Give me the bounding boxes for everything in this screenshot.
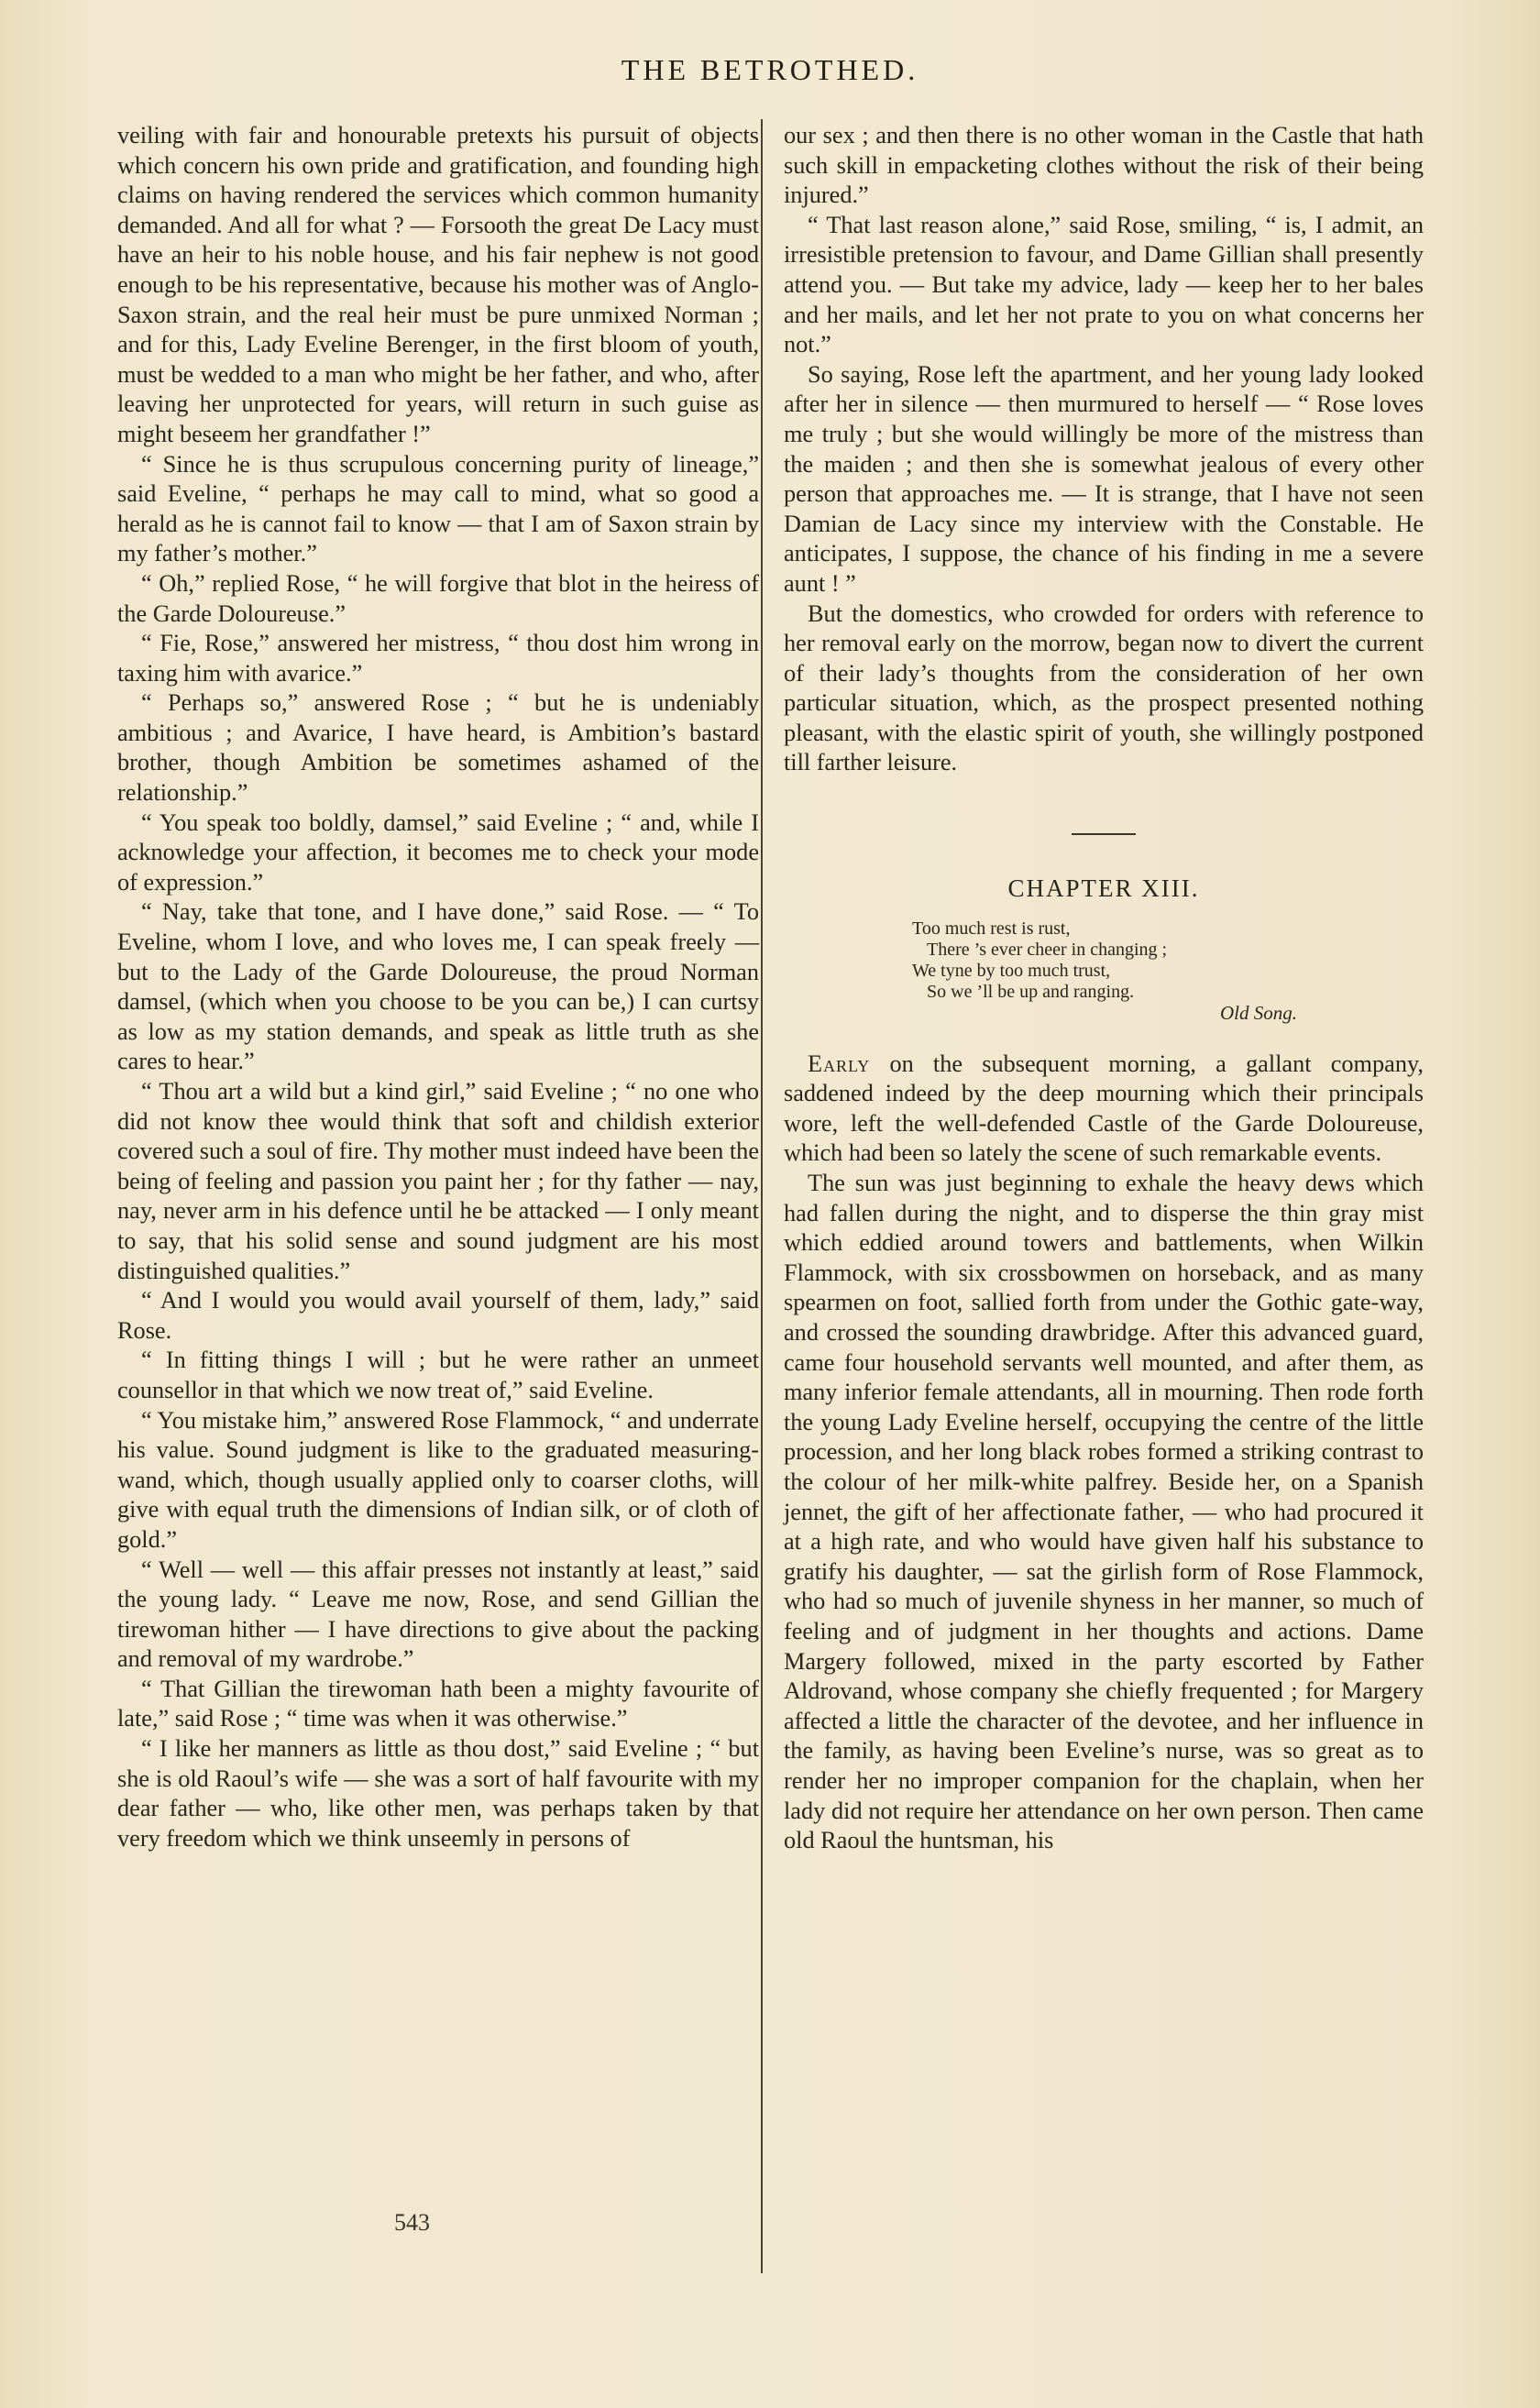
paragraph [784, 1050, 1424, 1169]
paragraph: So saying, Rose left the apartment, and her young lady looked after her in silence — then murmured to herself — “ Rose loves me truly ; but she would willingly be more of the mistress than the maiden ; and then she is somewhat jealous of every other person that approaches me. — It is strange, that I have not seen Damian de Lacy since my interview with the Constable. He anticipates, I suppose, the chance of his finding in me a severe aunt ! ” [784, 360, 1424, 597]
paragraph: But the domestics, who crowded for orders with reference to her removal early on the morrow, began now to divert the current of their lady’s thoughts from the consideration of her own particular situation, which, as the prospect presented nothing pleasant, with the elastic spirit of youth, she willingly postponed till farther leisure. [784, 599, 1424, 776]
paragraph: “ Oh,” replied Rose, “ he will forgive that blot in the heiress of the Garde Doloureuse.” [117, 569, 759, 627]
chapter-title: CHAPTER XIII. [1007, 874, 1200, 903]
paragraph: “ Fie, Rose,” answered her mistress, “ thou dost him wrong in taxing him with avarice.” [117, 630, 759, 687]
epigraph [912, 918, 1297, 1024]
paragraph: “ Nay, take that tone, and I have done,” said Rose. — “ To Eveline, whom I love, and who loves me, I can speak freely — but to the Lady of the Garde Doloureuse, the proud Norman damsel, (which when you choose to be you can be,) I can curtsy as low as my station demands, and speak as little truth as she cares to hear.” [117, 898, 759, 1075]
paragraph: “ I like her manners as little as thou dost,” said Eveline ; “ but she is old Raoul’s wife — she was a sort of half favourite with my dear father — who, like other men, was perhaps taken by that very freedom which we think unseemly in persons of [117, 1735, 759, 1852]
epigraph-line: There ’s ever cheer in changing ; [927, 939, 1168, 960]
chapter-opening-word: Early [808, 1050, 871, 1077]
paragraph-text: on the subsequent morning, a gallant company, saddened indeed by the deep mourning which their principals wore, left the well-defended Castle of the Garde Doloureuse, which had been so lately the scene of such remarkable events. [784, 1050, 1424, 1167]
epigraph-line: So we ’ll be up and ranging. [927, 981, 1135, 1002]
paragraph: “ Well — well — this affair presses not instantly at least,” said the young lady. “ Leave me now, Rose, and send Gillian the tirewoman hither — I have directions to give about the packing and removal of my wardrobe.” [117, 1556, 759, 1673]
paragraph: “ You speak too boldly, damsel,” said Eveline ; “ and, while I acknowledge your affection, it becomes me to check your mode of expression.” [117, 808, 759, 896]
page-number: 543 [394, 2209, 430, 2236]
left-column [117, 121, 759, 1853]
paragraph: veiling with fair and honourable pretexts his pursuit of objects which concern his own pride and gratification, and founding high claims on having rendered the services which common humanity demanded. And all for what ? — Forsooth the great De Lacy must have an heir to his noble house, and his fair nephew is not good enough to be his representative, because his mother was of Anglo-Saxon strain, and the real heir must be pure unmixed Norman ; and for this, Lady Eveline Berenger, in the first bloom of youth, must be wedded to a man who might be her father, and who, after leaving her unprotected for years, will return in such guise as might beseem her grandfather !” [117, 122, 759, 447]
column-divider [761, 119, 763, 2273]
paragraph: “ That Gillian the tirewoman hath been a mighty favourite of late,” said Rose ; “ time was when it was otherwise.” [117, 1675, 759, 1732]
paragraph: “ Perhaps so,” answered Rose ; “ but he is undeniably ambitious ; and Avarice, I have heard, is Ambition’s bastard brother, though Ambition be sometimes ashamed of the relationship.” [117, 689, 759, 807]
paragraph: The sun was just beginning to exhale the heavy dews which had fallen during the night, and to disperse the thin gray mist which eddied around towers and battlements, when Wilkin Flammock, with six crossbowmen on horseback, and as many spearmen on foot, sallied forth from under the Gothic gate-way, and crossed the sounding drawbridge. After this advanced guard, came four household servants well mounted, and after them, as many inferior female attendants, all in mourning. Then rode forth the young Lady Eveline herself, occupying the centre of the little procession, and her long black robes formed a striking contrast to the colour of her milk-white palfrey. Beside her, on a Spanish jennet, the gift of her affectionate father, — who had procured it at a high rate, and who would have given half his substance to gratify his daughter, — sat the girlish form of Rose Flammock, who had so much of juvenile shyness in her manner, so much of feeling and of judgment in her thoughts and actions. Dame Margery followed, mixed in the party escorted by Father Aldrovand, whose company she chiefly frequented ; for Margery affected a little the character of the devotee, and her influence in the family, as having been Eveline’s nurse, was so great as to render her no improper companion for the chaplain, when her lady did not require her attendance on her own person. Then came old Raoul the huntsman, his [784, 1170, 1424, 1854]
paragraph: “ You mistake him,” answered Rose Flammock, “ and underrate his value. Sound judgment is like to the graduated measuring-wand, which, though usually applied only to coarser cloths, will give with equal truth the dimensions of Indian silk, or of cloth of gold.” [117, 1406, 759, 1553]
section-rule [1072, 833, 1136, 835]
right-column [784, 121, 1424, 1856]
epigraph-line: Too much rest is rust, [912, 918, 1071, 939]
paragraph: “ And I would you would avail yourself of them, lady,” said Rose. [117, 1287, 759, 1344]
running-head: THE BETROTHED. [621, 53, 919, 86]
paragraph: “ In fitting things I will ; but he were rather an unmeet counsellor in that which we now treat of,” said Eveline. [117, 1347, 759, 1403]
paragraph: our sex ; and then there is no other woman in the Castle that hath such skill in empacketing clothes without the risk of their being injured.” [784, 122, 1424, 209]
paragraph: “ Thou art a wild but a kind girl,” said Eveline ; “ no one who did not know thee would think that soft and childish exterior covered such a soul of fire. Thy mother must indeed have been the being of feeling and passion you paint her ; for thy father — nay, nay, never arm in his defence until he be attacked — I only meant to say, that his solid sense and sound judgment are his most distinguished qualities.” [117, 1078, 759, 1284]
paragraph: “ That last reason alone,” said Rose, smiling, “ is, I admit, an irresistible pretension to favour, and Dame Gillian shall presently attend you. — But take my advice, lady — keep her to her bales and her mails, and let her not prate to you on what concerns her not.” [784, 211, 1424, 358]
paragraph: “ Since he is thus scrupulous concerning purity of lineage,” said Eveline, “ perhaps he may call to mind, what so good a herald as he is cannot fail to know — that I am of Saxon strain by my father’s mother.” [117, 450, 759, 567]
epigraph-line: We tyne by too much trust, [912, 960, 1111, 981]
epigraph-source: Old Song. [1220, 1001, 1297, 1024]
